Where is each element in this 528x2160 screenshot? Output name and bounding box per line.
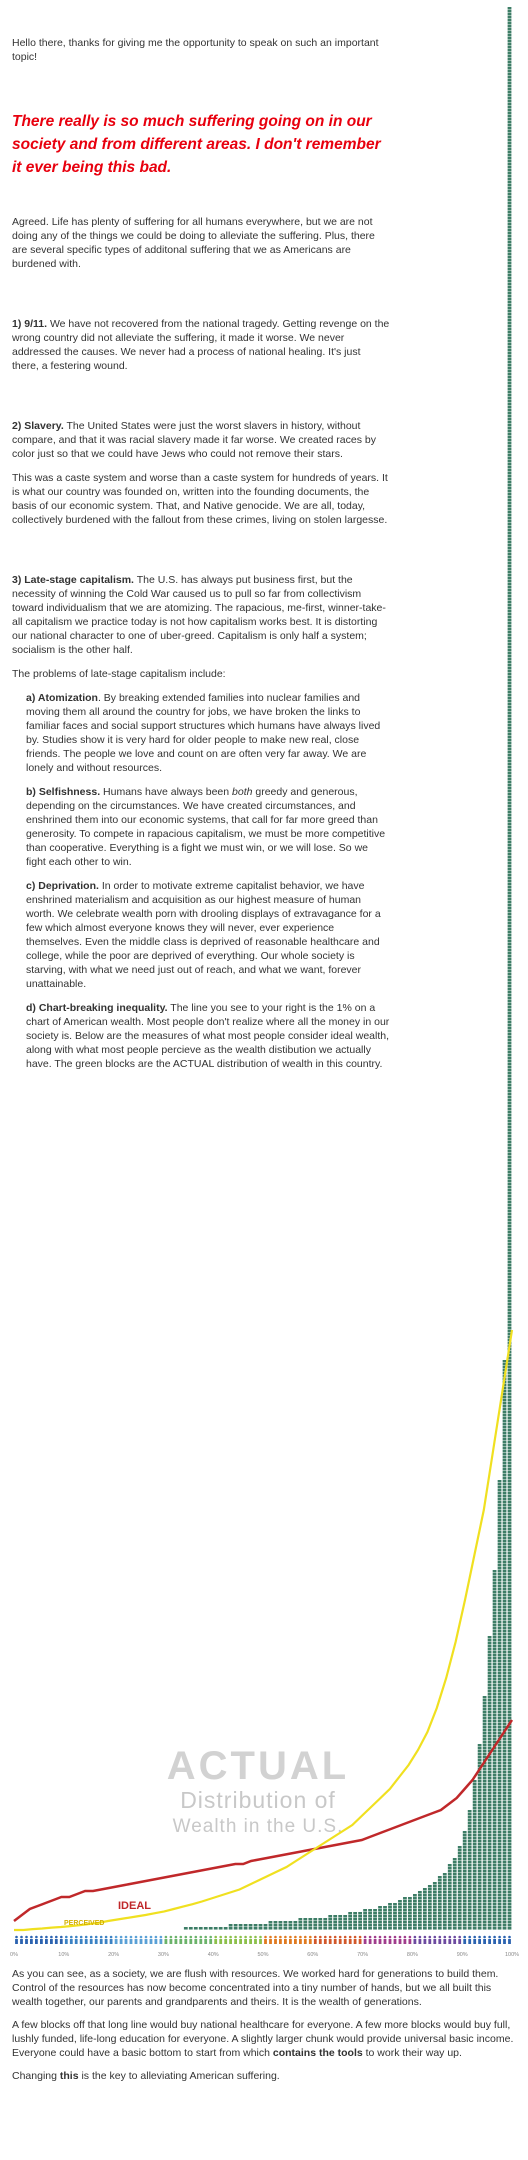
wealth-bar [508,7,512,1930]
x-tick-label: 40% [207,1952,219,1958]
chart-subtitle-2: Wealth in the U.S. [172,1816,344,1837]
person-icon [145,1936,148,1944]
wealth-bar [224,1927,228,1930]
wealth-bar [254,1924,258,1930]
person-icon [70,1936,73,1944]
person-icon [289,1936,292,1944]
wealth-bar [333,1915,337,1930]
person-icon [443,1936,446,1944]
person-icon [483,1936,486,1944]
sub-inequality [26,1001,390,1071]
article-text-column [12,36,390,1081]
person-icon [473,1936,476,1944]
person-icon [20,1936,23,1944]
closing-paragraph-2-bold: contains the tools [272,2047,363,2059]
sub-deprivation [26,879,390,991]
intro-paragraph: Hello there, thanks for giving me the opportunity to speak on such an important topic! [12,37,379,63]
wealth-bar [478,1744,482,1930]
person-icon [319,1936,322,1944]
ideal-line [14,1720,512,1921]
closing-paragraph-2-c: to work their way up. [362,2047,462,2059]
x-tick-label: 60% [307,1952,319,1958]
closing-paragraph-3-a: Changing [12,2070,60,2082]
wealth-bar [398,1900,402,1930]
wealth-bar [239,1924,243,1930]
sub-atomization-body: . By breaking extended families into nuclear families and moving them all around the country for jobs, we have broken the links to familiar faces and social support structures which humans have always lived by. Studies show it is very hard for older people to make new real, close friends. The people we love and count on are often very far away. We are lonely and without resources. [26,692,381,774]
person-icon [478,1936,481,1944]
sub-selfishness-body-b: greedy and generous, depending on the circumstances. We have created circumstances, and enshrined them into our economic systems, that call for far more greed than generosity. To compete in rapacious capitalism, we must be more competitive than cooperative. Everything is a fight we must win, or we will lose. So we fight each other to win. [26,786,386,868]
person-icon [75,1936,78,1944]
person-icon [339,1936,342,1944]
wealth-bar [308,1918,312,1930]
wealth-bar [388,1903,392,1930]
person-icon [463,1936,466,1944]
person-icon [324,1936,327,1944]
wealth-bar [293,1921,297,1930]
wealth-bar [269,1921,273,1930]
wealth-bar [458,1846,462,1930]
closing-text [12,1967,517,2092]
person-icon [184,1936,187,1944]
sub-inequality-body: The line you see to your right is the 1% on a chart of American wealth. Most people don't realize where all the money in our society is. Below are the measures of what most people consider ideal wealth, along with what most people percieve as the wealth distibution we actually have. The green blocks are the ACTUAL distribution of wealth in this country. [26,1002,390,1070]
person-icon [389,1936,392,1944]
wealth-bar [338,1915,342,1930]
x-tick-label: 90% [456,1952,468,1958]
person-icon [155,1936,158,1944]
person-icon [314,1936,317,1944]
person-icon [50,1936,53,1944]
wealth-bar [503,1360,507,1930]
wealth-bar [328,1915,332,1930]
wealth-bar [209,1927,213,1930]
closing-paragraph-3 [12,2069,517,2083]
person-icon [334,1936,337,1944]
wealth-bar [274,1921,278,1930]
person-icon [458,1936,461,1944]
sub-atomization [26,691,390,775]
person-icon [170,1936,173,1944]
person-icon [299,1936,302,1944]
x-tick-label: 50% [257,1952,269,1958]
person-icon [309,1936,312,1944]
person-icon [160,1936,163,1944]
point-capitalism [12,573,390,657]
person-icon [199,1936,202,1944]
population-people-row [15,1936,511,1944]
wealth-bar [433,1882,437,1930]
quoted-question: There really is so much suffering going on in our society and from different areas. I don't remember it ever being this bad. [12,113,381,176]
sub-inequality-title: d) Chart-breaking inequality. [26,1002,168,1014]
person-icon [498,1936,501,1944]
person-icon [150,1936,153,1944]
person-icon [399,1936,402,1944]
wealth-bar [358,1912,362,1930]
person-icon [379,1936,382,1944]
wealth-bar [244,1924,248,1930]
closing-paragraph-2-a: A few blocks off that long line would buy national healthcare for everyone. A few more blocks would buy full, lushly funded, life-long education for everyone. A slightly larger chunk would provide universal basic income. Everyone could have a basic bottom to start from which [12,2019,514,2059]
chart-subtitle: Distribution of [180,1787,336,1813]
wealth-bar [408,1897,412,1930]
wealth-bar [498,1480,502,1930]
person-icon [364,1936,367,1944]
person-icon [40,1936,43,1944]
x-tick-label: 0% [10,1952,18,1958]
person-icon [35,1936,38,1944]
wealth-bar [373,1909,377,1930]
person-icon [269,1936,272,1944]
person-icon [55,1936,58,1944]
sub-selfishness [26,785,390,869]
person-icon [30,1936,33,1944]
person-icon [224,1936,227,1944]
person-icon [25,1936,28,1944]
person-icon [448,1936,451,1944]
wealth-bar [214,1927,218,1930]
wealth-bar [249,1924,253,1930]
wealth-bar [343,1915,347,1930]
person-icon [130,1936,133,1944]
person-icon [105,1936,108,1944]
wealth-bar [229,1924,233,1930]
point-911-body: We have not recovered from the national tragedy. Getting revenge on the wrong country did not alleviate the suffering, it made it worse. We never addressed the causes. We never had a process of national healing. It's just there, a festering wound. [12,318,390,372]
sub-atomization-title: a) Atomization [26,692,98,704]
wealth-bar [483,1696,487,1930]
sub-deprivation-title: c) Deprivation. [26,880,99,892]
person-icon [414,1936,417,1944]
person-icon [244,1936,247,1944]
wealth-bar [318,1918,322,1930]
person-icon [304,1936,307,1944]
person-icon [209,1936,212,1944]
person-icon [95,1936,98,1944]
wealth-bar [348,1912,352,1930]
wealth-bar [284,1921,288,1930]
wealth-bar [289,1921,293,1930]
x-tick-label: 70% [357,1952,369,1958]
person-icon [194,1936,197,1944]
person-icon [214,1936,217,1944]
person-icon [279,1936,282,1944]
person-icon [204,1936,207,1944]
wealth-bar [393,1903,397,1930]
person-icon [264,1936,267,1944]
person-icon [175,1936,178,1944]
person-icon [453,1936,456,1944]
person-icon [110,1936,113,1944]
perceived-label: PERCEIVED [64,1920,105,1927]
wealth-bar [488,1636,492,1930]
person-icon [90,1936,93,1944]
person-icon [189,1936,192,1944]
person-icon [344,1936,347,1944]
wealth-bar [428,1885,432,1930]
wealth-bar [463,1831,467,1930]
person-icon [488,1936,491,1944]
wealth-bar [298,1918,302,1930]
person-icon [179,1936,182,1944]
wealth-bar [189,1927,193,1930]
x-tick-label: 30% [157,1952,169,1958]
person-icon [384,1936,387,1944]
wealth-bar [473,1780,477,1930]
perceived-line [14,1330,512,1930]
sub-selfishness-emphasis: both [232,786,253,798]
wealth-bar [279,1921,283,1930]
point-911 [12,317,390,373]
person-icon [65,1936,68,1944]
wealth-bar [378,1906,382,1930]
person-icon [374,1936,377,1944]
person-icon [428,1936,431,1944]
x-tick-label: 100% [504,1952,520,1958]
person-icon [294,1936,297,1944]
person-icon [404,1936,407,1944]
closing-paragraph-1: As you can see, as a society, we are flush with resources. We worked hard for generations to build them. Control of the resources has now become concentrated into a tiny number of hands, but we all built this wealth together, our parents and grandparents and theirs. It is the wealth of generations. [12,1968,499,2008]
wealth-bar [413,1894,417,1930]
person-icon [120,1936,123,1944]
wealth-bar [468,1810,472,1930]
wealth-bar [418,1891,422,1930]
person-icon [219,1936,222,1944]
caste-paragraph: This was a caste system and worse than a caste system for hundreds of years. It is what our country was founded on, written into the founding documents, the basis of our economic system. That, and Native genocide. We are all, today, collectively burdened with the fallout from these crimes, living on stolen largesse. [12,472,388,526]
person-icon [135,1936,138,1944]
person-icon [15,1936,18,1944]
person-icon [438,1936,441,1944]
wealth-bar [204,1927,208,1930]
point-capitalism-title: 3) Late-stage capitalism. [12,574,134,586]
person-icon [433,1936,436,1944]
wealth-bar [493,1570,497,1930]
person-icon [359,1936,362,1944]
sub-selfishness-title: b) Selfishness. [26,786,101,798]
wealth-bar [264,1924,268,1930]
person-icon [254,1936,257,1944]
person-icon [468,1936,471,1944]
wealth-bar [363,1909,367,1930]
person-icon [249,1936,252,1944]
person-icon [239,1936,242,1944]
wealth-bar [403,1897,407,1930]
person-icon [85,1936,88,1944]
wealth-bar [453,1858,457,1930]
sub-selfishness-body-a: Humans have always been [100,786,233,798]
person-icon [80,1936,83,1944]
wealth-bar [303,1918,307,1930]
wealth-bar [259,1924,263,1930]
point-slavery [12,419,390,461]
person-icon [503,1936,506,1944]
problems-intro: The problems of late-stage capitalism include: [12,668,226,680]
wealth-bar [383,1906,387,1930]
person-icon [165,1936,168,1944]
person-icon [229,1936,232,1944]
agreed-paragraph: Agreed. Life has plenty of suffering for all humans everywhere, but we are not doing any of the things we could be doing to alleviate the suffering. Plus, there are several specific types of additonal suffering that we as Americans are burdened with. [12,216,375,270]
wealth-bar [199,1927,203,1930]
x-tick-label: 20% [108,1952,120,1958]
x-tick-label: 80% [406,1952,418,1958]
x-axis-tick-labels [10,1952,519,1958]
person-icon [140,1936,143,1944]
person-icon [234,1936,237,1944]
wealth-bar [313,1918,317,1930]
person-icon [274,1936,277,1944]
wealth-bar [353,1912,357,1930]
point-capitalism-body: The U.S. has always put business first, but the necessity of winning the Cold War caused us to pull so far from collectivism toward individualism that we are atomizing. The rapacious, me-first, winner-take-all capitalism we practice today is not how capitalism works best. It is distorting our national character to one of uber-greed. Capitalism is only half a system; socialism is the other half. [12,574,386,656]
person-icon [424,1936,427,1944]
point-slavery-title: 2) Slavery. [12,420,64,432]
chart-title: ACTUAL [166,1744,350,1788]
person-icon [329,1936,332,1944]
ideal-label: IDEAL [118,1900,151,1912]
wealth-bar [448,1864,452,1930]
person-icon [45,1936,48,1944]
person-icon [60,1936,63,1944]
x-tick-label: 10% [58,1952,70,1958]
wealth-bar [194,1927,198,1930]
closing-paragraph-3-c: is the key to alleviating American suffering. [78,2070,280,2082]
person-icon [409,1936,412,1944]
wealth-bar [443,1873,447,1930]
person-icon [419,1936,422,1944]
wealth-bar [234,1924,238,1930]
person-icon [100,1936,103,1944]
person-icon [508,1936,511,1944]
wealth-bar [438,1876,442,1930]
wealth-bar [423,1888,427,1930]
closing-paragraph-2 [12,2018,517,2060]
wealth-bar [368,1909,372,1930]
person-icon [349,1936,352,1944]
person-icon [259,1936,262,1944]
wealth-bar [184,1927,188,1930]
person-icon [493,1936,496,1944]
person-icon [115,1936,118,1944]
person-icon [125,1936,128,1944]
person-icon [369,1936,372,1944]
sub-deprivation-body: In order to motivate extreme capitalist behavior, we have enshrined materialism and acquisition as our highest measure of human worth. We celebrate wealth porn with drooling displays of extravagance for a few which almost everyone knows they will never, ever experience themselves. Even the middle class is deprived of reasonable healthcare and college, while the poor are deprived of everything. Our whole society is starving, with what we need just out of reach, and what we want, forever unattainable. [26,880,381,990]
point-911-title: 1) 9/11. [12,318,48,330]
wealth-bar [219,1927,223,1930]
closing-paragraph-3-bold: this [59,2070,79,2082]
point-slavery-body: The United States were just the worst slavers in history, without compare, and that it was racial slavery made it far worse. We created races by color just so that we could have Jews who could not remove their stars. [12,420,376,460]
person-icon [354,1936,357,1944]
wealth-bar [323,1918,327,1930]
person-icon [284,1936,287,1944]
person-icon [394,1936,397,1944]
